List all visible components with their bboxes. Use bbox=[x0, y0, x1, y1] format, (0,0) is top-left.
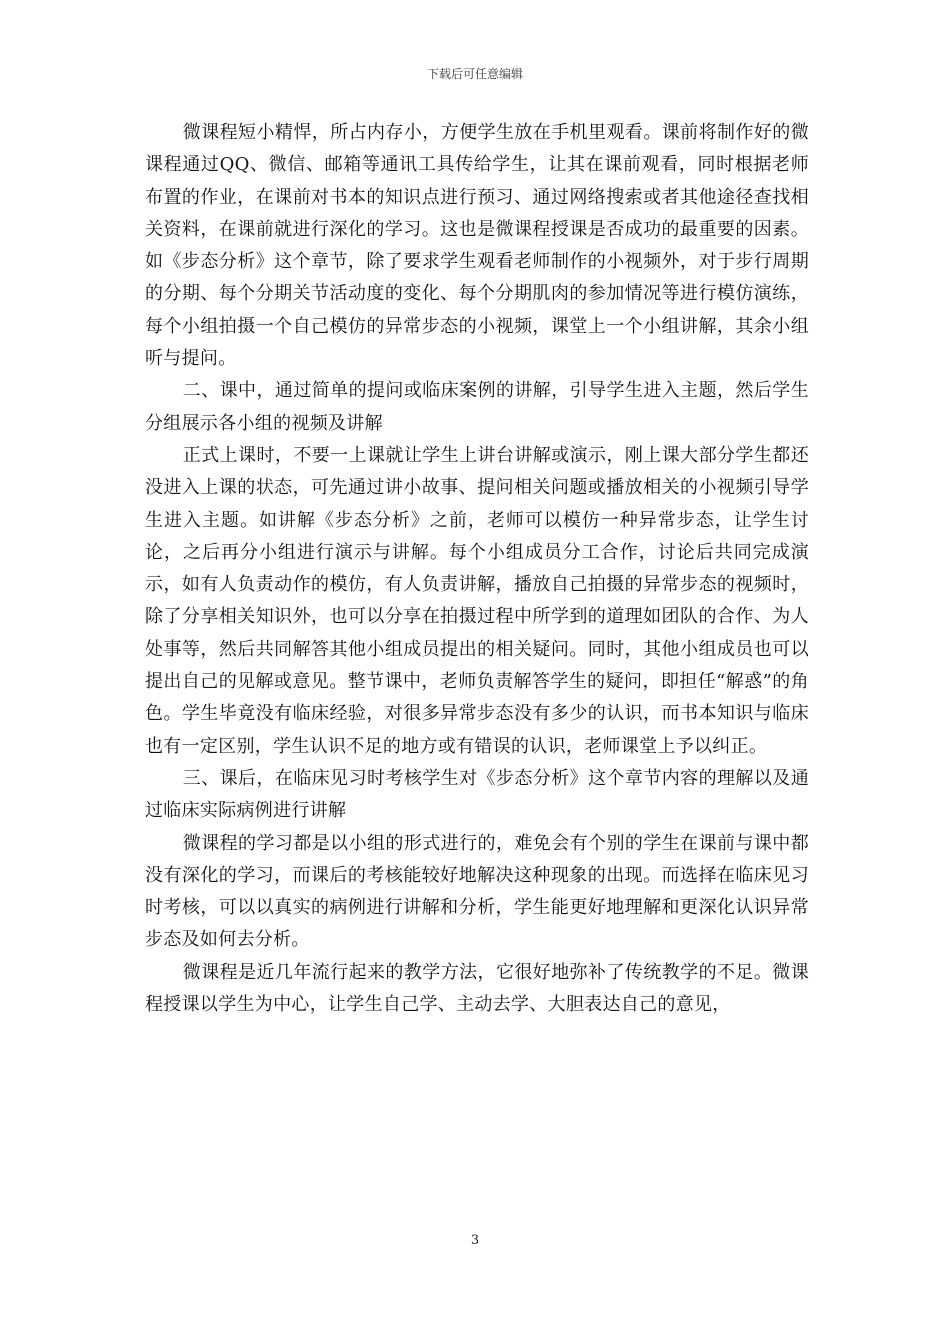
paragraph-pre-class-study: 微课程短小精悍，所占内存小，方便学生放在手机里观看。课前将制作好的微课程通过QQ、微信、邮箱等通讯工具传给学生，让其在课前观看，同时根据老师布置的作业，在课前对书本的知识点进行预习、通过网络搜索或者其他途径查找相关资料，在课前就进行深化的学习。这也是微课程授课是否成功的最重要的因素。如《步态分析》这个章节，除了要求学生观看老师制作的小视频外，对于步行周期的分期、每个分期关节活动度的变化、每个分期肌肉的参加情况等进行模仿演练，每个小组拍摄一个自己模仿的异常步态的小视频，课堂上一个小组讲解，其余小组听与提问。 bbox=[145, 122, 809, 370]
document-body bbox=[145, 117, 809, 1021]
heading-after-class: 三、课后，在临床见习时考核学生对《步态分析》这个章节内容的理解以及通过临床实际病例进行讲解 bbox=[145, 767, 809, 822]
page-header: 下载后可任意编辑 bbox=[426, 67, 523, 81]
paragraph-conclusion: 微课程是近几年流行起来的教学方法，它很好地弥补了传统教学的不足。微课程授课以学生为中心，让学生自己学、主动去学、大胆表达自己的意见， bbox=[145, 961, 809, 1016]
paragraph-after-class: 微课程的学习都是以小组的形式进行的，难免会有个别的学生在课前与课中都没有深化的学习，而课后的考核能较好地解决这种现象的出现。而选择在临床见习时考核，可以以真实的病例进行讲解和分析，学生能更好地理解和更深化认识异常步态及如何去分析。 bbox=[145, 832, 809, 951]
page-number: 3 bbox=[470, 1233, 480, 1248]
paragraph-in-class: 正式上课时，不要一上课就让学生上讲台讲解或演示，刚上课大部分学生都还没进入上课的状态，可先通过讲小故事、提问相关问题或播放相关的小视频引导学生进入主题。如讲解《步态分析》之前，老师可以模仿一种异常步态，让学生讨论，之后再分小组进行演示与讲解。每个小组成员分工合作，讨论后共同完成演示，如有人负责动作的模仿，有人负责讲解，播放自己拍摄的异常步态的视频时，除了分享相关知识外，也可以分享在拍摄过程中所学到的道理如团队的合作、为人处事等，然后共同解答其他小组成员提出的相关疑问。同时，其他小组成员也可以提出自己的见解或意见。整节课中，老师负责解答学生的疑问，即担任“解惑”的角色。学生毕竟没有临床经验，对很多异常步态没有多少的认识，而书本知识与临床也有一定区别，学生认识不足的地方或有错误的认识，老师课堂上予以纠正。 bbox=[145, 444, 809, 757]
heading-in-class: 二、课中，通过简单的提问或临床案例的讲解，引导学生进入主题，然后学生分组展示各小组的视频及讲解 bbox=[145, 380, 809, 434]
